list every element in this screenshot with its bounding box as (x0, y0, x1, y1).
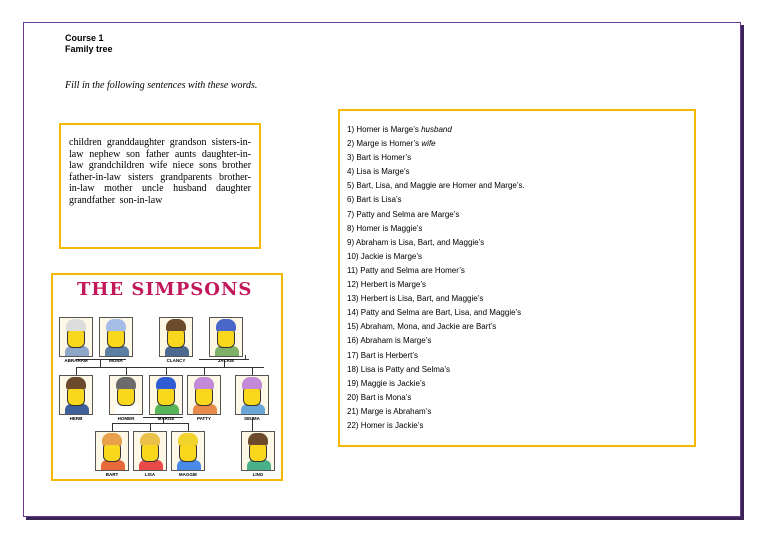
sentence-item (347, 165, 694, 179)
sentence-item (347, 306, 694, 320)
character-portrait (171, 431, 205, 471)
character-portrait (187, 375, 221, 415)
simpsons-family-tree-image (51, 273, 283, 481)
tree-connector-line (126, 367, 127, 375)
character-label: SELMA (244, 416, 260, 421)
sentence-answer: wife (421, 139, 436, 149)
character-portrait (59, 317, 93, 357)
word-bank-item: children (69, 137, 102, 148)
sentence-text: 19) Maggie is Jackie’s (347, 378, 426, 388)
character-label: JACKIE (217, 358, 235, 363)
character-portrait (209, 317, 243, 357)
word-bank-item: father (145, 148, 170, 160)
sentence-item (347, 419, 694, 433)
sentence-text: 22) Homer is Jackie’s (347, 420, 424, 430)
character-portrait (235, 375, 269, 415)
word-bank-item: brother (222, 160, 252, 171)
sentence-item (347, 151, 694, 165)
tree-connector-line (76, 367, 77, 375)
sentence-item (347, 236, 694, 250)
sentence-text: 13) Herbert is Lisa, Bart, and Maggie’s (347, 294, 484, 304)
character-label: MARGE (157, 416, 175, 421)
word-bank-item: grandson (169, 137, 207, 148)
character-portrait (109, 375, 143, 415)
sentence-item (347, 292, 694, 306)
character-label: BART (105, 472, 119, 477)
character-hair (106, 319, 126, 331)
character-label: HERB (69, 416, 83, 421)
character-hair (102, 433, 122, 445)
character-label: PATTY (196, 416, 212, 421)
character-portrait (133, 431, 167, 471)
sentence-item (347, 405, 694, 419)
word-bank-item: grandparents (160, 171, 212, 183)
sentences-box (338, 109, 696, 447)
sentence-text: 16) Abraham is Marge’s (347, 336, 432, 346)
sentence-text: 18) Lisa is Patty and Selma’s (347, 364, 451, 374)
sentence-text: 14) Patty and Selma are Bart, Lisa, and Maggie’s (347, 308, 522, 318)
word-bank-item: sisters-in-law (69, 137, 252, 160)
character-label: MONA (109, 358, 123, 363)
character-label: LING (252, 472, 264, 477)
character-label: LISA (144, 472, 156, 477)
sentence-text: 5) Bart, Lisa, and Maggie are Homer and Marge’s. (347, 181, 525, 191)
sentence-text: 20) Bart is Mona’s (347, 392, 412, 402)
character-hair (116, 377, 136, 389)
character-hair (66, 377, 86, 389)
character-hair (242, 377, 262, 389)
word-bank-item: daughter (216, 183, 251, 194)
worksheet-page (23, 22, 741, 517)
character-hair (216, 319, 236, 331)
sentence-text: 2) Marge is Homer’s (347, 139, 422, 149)
character-label: ABRAHAM (64, 358, 88, 363)
word-bank-item: granddaughter (106, 137, 165, 148)
character-portrait (95, 431, 129, 471)
sentence-text: 17) Bart is Herbert’s (347, 350, 418, 360)
word-bank-item: uncle (141, 183, 164, 194)
word-bank-box (59, 123, 261, 249)
sentence-item (347, 377, 694, 391)
tree-connector-line (150, 423, 151, 431)
sentence-text: 8) Homer is Maggie’s (347, 223, 423, 233)
word-bank-item: brother-in-law (69, 171, 251, 194)
sentence-item (347, 208, 694, 222)
word-bank-list (69, 137, 251, 206)
character-hair (166, 319, 186, 331)
topic-label: Family tree (65, 44, 113, 54)
sentence-item (347, 363, 694, 377)
character-hair (194, 377, 214, 389)
instruction-text: Fill in the following sentences with these words. (65, 80, 258, 91)
character-portrait (241, 431, 275, 471)
sentence-list (347, 123, 694, 433)
sentence-text: 11) Patty and Selma are Homer’s (347, 265, 465, 275)
sentence-text: 3) Bart is Homer’s (347, 153, 412, 163)
word-bank-item: sisters (128, 171, 154, 183)
simpsons-logo: THE SIMPSONS (77, 279, 253, 300)
word-bank-item: son-in-law (119, 194, 163, 206)
word-bank-item: son (126, 148, 141, 160)
sentence-text: 10) Jackie is Marge’s (347, 251, 422, 261)
character-hair (156, 377, 176, 389)
sentence-text: 12) Herbert is Marge’s (347, 280, 426, 290)
character-portrait (159, 317, 193, 357)
sentence-item (347, 264, 694, 278)
sentence-text: 7) Patty and Selma are Marge’s (347, 209, 460, 219)
tree-connector-line (164, 367, 264, 368)
word-bank-item: grandfather (69, 194, 116, 206)
sentence-text: 15) Abraham, Mona, and Jackie are Bart’s (347, 322, 497, 332)
course-label: Course 1 (65, 33, 104, 43)
sentence-item (347, 320, 694, 334)
character-portrait (99, 317, 133, 357)
sentence-item (347, 137, 694, 151)
character-hair (140, 433, 160, 445)
tree-connector-line (188, 423, 189, 431)
word-bank-item: aunts (174, 148, 197, 160)
character-hair (248, 433, 268, 445)
word-bank-item: niece (172, 160, 194, 171)
tree-connector-line (252, 367, 253, 375)
character-label: MAGGIE (178, 472, 198, 477)
sentence-item (347, 222, 694, 236)
word-bank-item: nephew (89, 148, 121, 160)
word-bank-item: sons (199, 160, 217, 171)
sentence-item (347, 334, 694, 348)
word-bank-item: grandchildren (88, 160, 145, 171)
tree-connector-line (204, 367, 205, 375)
tree-connector-line (166, 367, 167, 375)
sentence-item (347, 391, 694, 405)
sentence-text: 6) Bart is Lisa’s (347, 195, 402, 205)
sentence-text: 9) Abraham is Lisa, Bart, and Maggie’s (347, 237, 485, 247)
sentence-item (347, 193, 694, 207)
word-bank-item: wife (149, 160, 168, 171)
character-portrait (149, 375, 183, 415)
sentence-text: 1) Homer is Marge’s (347, 125, 422, 134)
character-portrait (59, 375, 93, 415)
sentence-item (347, 349, 694, 363)
character-label: CLANCY (166, 358, 186, 363)
character-hair (66, 319, 86, 331)
sentence-answer: husband (421, 125, 452, 134)
word-bank-item: mother (104, 183, 133, 194)
sentence-text: 4) Lisa is Marge’s (347, 167, 410, 177)
sentence-item (347, 179, 694, 193)
character-label: HOMER (117, 416, 135, 421)
sentence-item (347, 123, 694, 137)
word-bank-item: husband (173, 183, 207, 194)
word-bank-item: father-in-law (69, 171, 121, 183)
sentence-text: 21) Marge is Abraham’s (347, 406, 432, 416)
character-hair (178, 433, 198, 445)
sentence-item (347, 250, 694, 264)
sentence-item (347, 278, 694, 292)
word-bank-item: daughter-in-law (69, 148, 252, 171)
tree-connector-line (112, 423, 113, 431)
